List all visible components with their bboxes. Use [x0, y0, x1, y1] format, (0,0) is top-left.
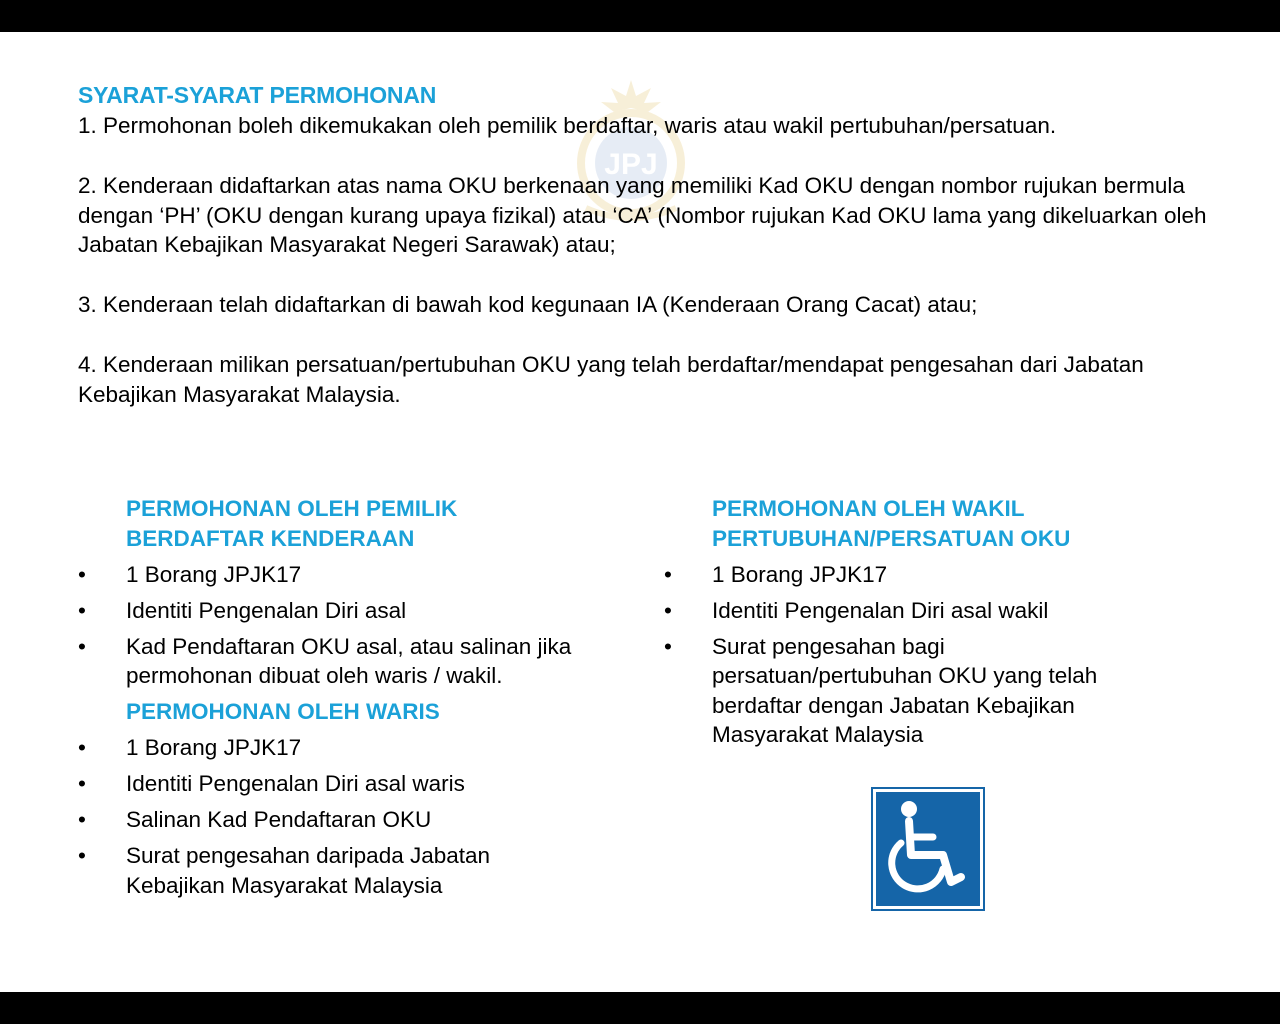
bullet-icon: • [78, 561, 86, 587]
heir-list [78, 733, 658, 900]
bullet-icon: • [664, 633, 672, 659]
owner-section-title-line1: PERMOHONAN OLEH PEMILIK [126, 496, 458, 521]
list-item [664, 632, 1152, 750]
requirement-1: 1. Permohonan boleh dikemukakan oleh pemilik berdaftar, waris atau wakil pertubuhan/persatuan. [78, 113, 1057, 138]
agent-section-title-line2: PERTUBUHAN/PERSATUAN OKU [712, 525, 1071, 551]
bullet-icon: • [78, 735, 86, 760]
bullet-icon: • [78, 771, 86, 796]
main-title: SYARAT-SYARAT PERMOHONAN [78, 82, 437, 108]
bullet-icon: • [664, 561, 672, 587]
left-column [78, 494, 658, 900]
wheelchair-icon [871, 787, 985, 911]
watermark-text: JPJ [604, 148, 658, 181]
bullet-icon: • [78, 633, 86, 659]
list-item-text: Identiti Pengenalan Diri asal waris [126, 771, 465, 796]
owner-list [78, 560, 658, 691]
list-item-text: 1 Borang JPJK17 [126, 561, 302, 587]
owner-section-title-line2: BERDAFTAR KENDERAAN [126, 525, 415, 551]
list-item [664, 596, 1184, 626]
requirement-4: 4. Kenderaan milikan persatuan/pertubuhan OKU yang telah berdaftar/mendapat pengesahan dari Jabatan Kebajikan Masyarakat Malaysia. [78, 352, 1144, 407]
list-item-text: Identiti Pengenalan Diri asal wakil [712, 597, 1049, 623]
heir-section-title: PERMOHONAN OLEH WARIS [126, 699, 440, 724]
list-item-text: 1 Borang JPJK17 [126, 735, 302, 760]
agent-list [664, 560, 1184, 750]
requirement-3: 3. Kenderaan telah didaftarkan di bawah kod kegunaan IA (Kenderaan Orang Cacat) atau; [78, 292, 978, 317]
list-item-text: Salinan Kad Pendaftaran OKU [126, 807, 432, 832]
list-item-text: Identiti Pengenalan Diri asal [126, 597, 407, 623]
list-item [78, 841, 586, 900]
list-item [78, 632, 658, 691]
list-item [78, 769, 658, 799]
list-item [664, 560, 1184, 590]
right-column [664, 494, 1184, 750]
list-item-text: 1 Borang JPJK17 [712, 561, 888, 587]
bullet-icon: • [78, 597, 86, 623]
list-item-text: Surat pengesahan bagi persatuan/pertubuhan OKU yang telah berdaftar dengan Jabatan Kebajikan Masyarakat Malaysia [712, 633, 1098, 747]
bullet-icon: • [78, 843, 86, 868]
list-item [78, 560, 658, 590]
list-item-text: Surat pengesahan daripada Jabatan Kebajikan Masyarakat Malaysia [126, 843, 491, 898]
letterbox-top [0, 0, 1280, 32]
list-item [78, 805, 658, 835]
requirement-2: 2. Kenderaan didaftarkan atas nama OKU berkenaan yang memiliki Kad OKU dengan nombor rujukan bermula dengan ‘PH’ (OKU dengan kurang upaya fizikal) atau ‘CA’ (Nombor rujukan Kad OKU lama yang dikeluarkan oleh Jabatan Kebajikan Masyarakat Negeri Sarawak) atau; [78, 173, 1207, 257]
letterbox-bottom [0, 992, 1280, 1024]
bullet-icon: • [664, 597, 672, 623]
bullet-icon: • [78, 807, 86, 832]
agent-section-title-line1: PERMOHONAN OLEH WAKIL [712, 496, 1025, 521]
list-item [78, 596, 658, 626]
list-item [78, 733, 658, 763]
list-item-text: Kad Pendaftaran OKU asal, atau salinan jika permohonan dibuat oleh waris / wakil. [126, 633, 572, 688]
